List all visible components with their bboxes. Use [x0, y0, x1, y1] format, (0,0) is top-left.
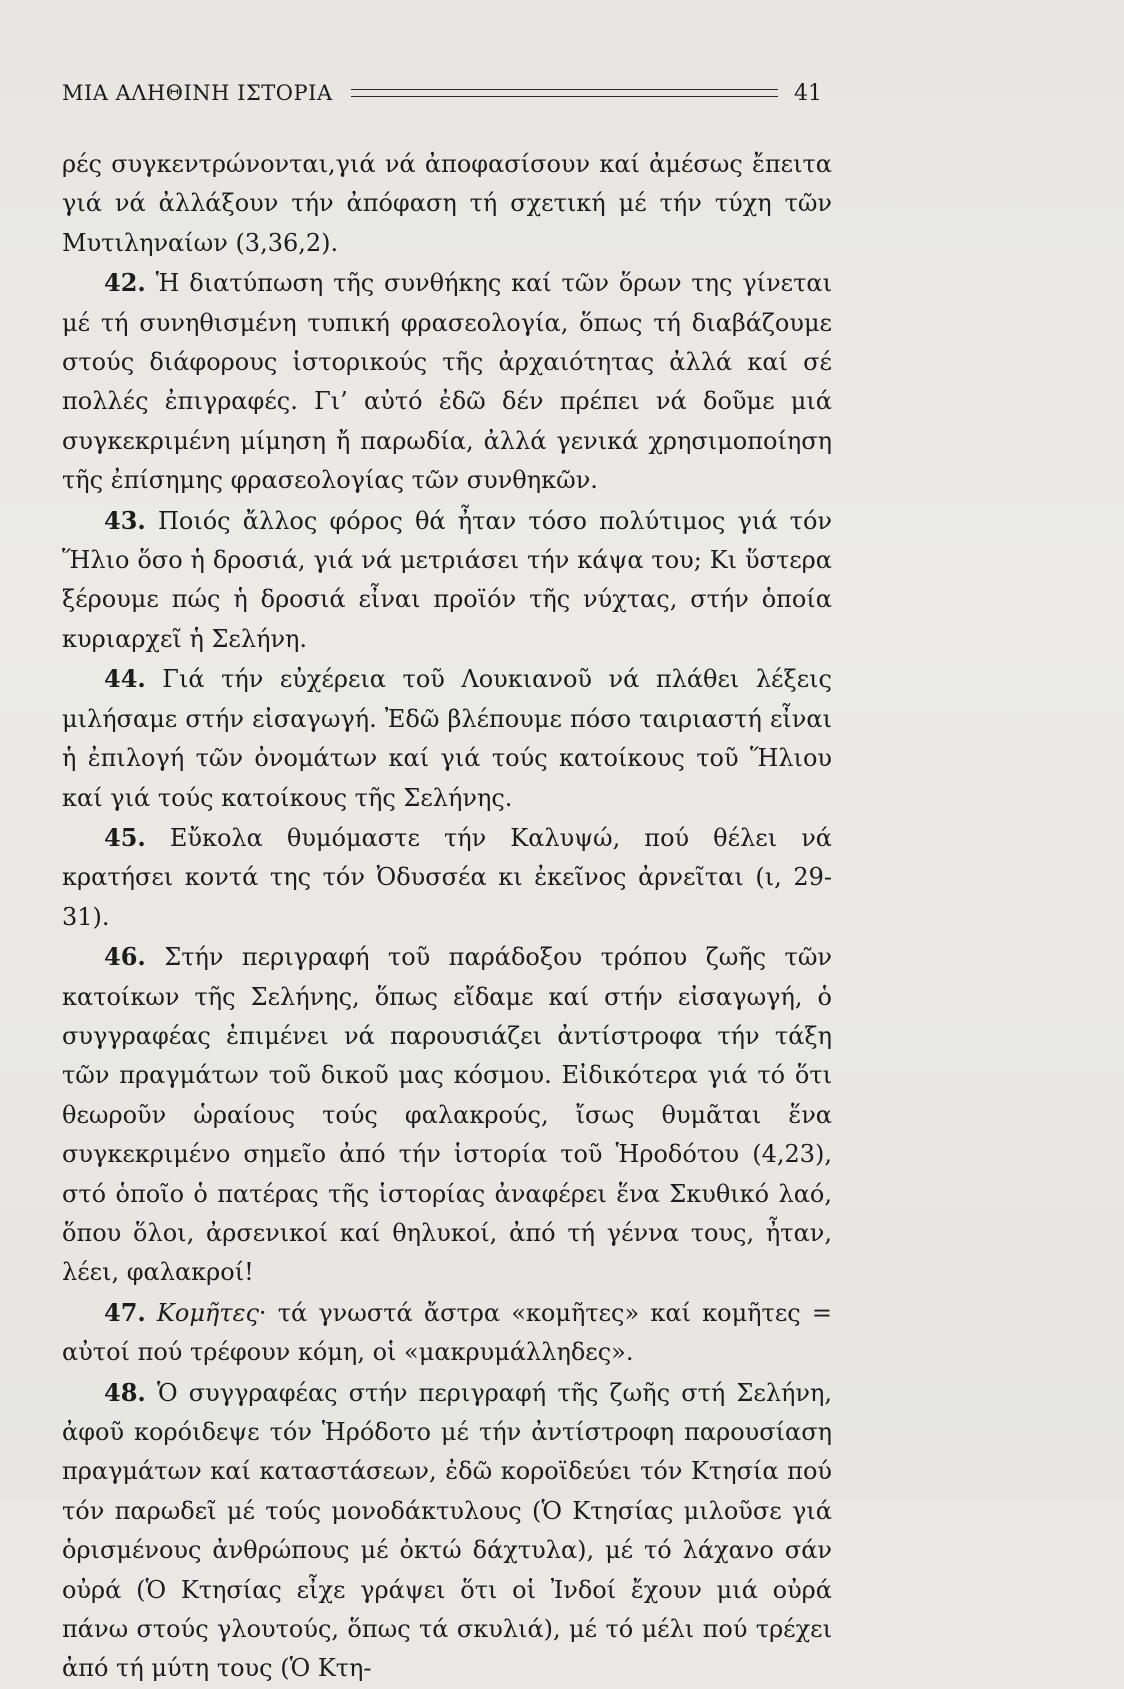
note-43	[62, 501, 832, 660]
note-47	[62, 1293, 832, 1373]
note-text: Ἡ διατύπωση τῆς συνθήκης καί τῶν ὅρων της γίνεται μέ τή συνηθισμένη τυπική φρασεολογία, ὅπως τή διαβάζουμε στούς διάφορους ἱστορικούς τῆς ἀρχαιότητας ἀλλά καί σέ πολλές ἐπιγραφές. Γι’ αὐτό ἐδῶ δέν πρέπει νά δοῦμε μιά συγκεκριμένη μίμηση ἤ παρωδία, ἀλλά γενικά χρησιμοποίηση τῆς ἐπίσημης φρασεολογίας τῶν συνθηκῶν.	[62, 269, 832, 495]
notes-body	[62, 145, 832, 1689]
running-title: ΜΙΑ ΑΛΗΘΙΝΗ ΙΣΤΟΡΙΑ	[62, 81, 333, 105]
note-text: ρές συγκεντρώνονται,γιά νά ἀποφασίσουν καί ἀμέσως ἔπειτα γιά νά ἀλλάξουν τήν ἀπόφαση τή σχετική μέ τήν τύχη τῶν Μυτιληναίων (3,36,2).	[62, 150, 832, 257]
note-44	[62, 659, 832, 818]
note-46	[62, 937, 832, 1293]
note-text: Εὔκολα θυμόμαστε τήν Καλυψώ, πού θέλει νά κρατήσει κοντά της τόν Ὀδυσσέα κι ἐκεῖνος ἀρνεῖται (ι, 29-31).	[62, 823, 832, 931]
note-term: Κομῆτες	[145, 1298, 259, 1327]
note-text: Γιά τήν εὐχέρεια τοῦ Λουκιανοῦ νά πλάθει λέξεις μιλήσαμε στήν εἰσαγωγή. Ἐδῶ βλέπουμε πόσο ταιριαστή εἶναι ἡ ἐπιλογή τῶν ὀνομάτων καί γιά τούς κατοίκους τοῦ Ἥλιου καί γιά τούς κατοίκους τῆς Σελήνης.	[62, 665, 832, 812]
note-48	[62, 1373, 832, 1689]
note-number: 43.	[104, 505, 146, 535]
note-42	[62, 263, 832, 500]
note-text: · τά γνωστά ἄστρα «κομῆτες» καί κομῆτες = αὐτοί πού τρέφουν κόμη, οἱ «μακρυμάλληδες».	[62, 1298, 832, 1367]
note-number: 42.	[104, 268, 146, 298]
note-45	[62, 818, 832, 937]
note-number: 46.	[104, 942, 146, 972]
note-text: Στήν περιγραφή τοῦ παράδοξου τρόπου ζωῆς τῶν κατοίκων τῆς Σελήνης, ὅπως εἴδαμε καί στήν εἰσαγωγή, ὁ συγγραφέας ἐπιμένει νά παρουσιάζει ἀντίστροφα τήν τάξη τῶν πραγμάτων τοῦ δικοῦ μας κόσμου. Εἰδικότερα γιά τό ὅτι θεωροῦν ὡραίους τούς φαλακρούς, ἴσως θυμᾶται ἕνα συγκεκριμένο σημεῖο ἀπό τήν ἱστορία τοῦ Ἡροδότου (4,23), στό ὁποῖο ὁ πατέρας τῆς ἱστορίας ἀναφέρει ἕνα Σκυθικό λαό, ὅπου ὅλοι, ἀρσενικοί καί θηλυκοί, ἀπό τή γέννα τους, ἦταν, λέει, φαλακροί!	[62, 943, 832, 1287]
note-text: Ποιός ἄλλος φόρος θά ἦταν τόσο πολύτιμος γιά τόν Ἥλιο ὅσο ἡ δροσιά, γιά νά μετριάσει τήν κάψα του; Κι ὕστερα ξέρουμε πώς ἡ δροσιά εἶναι προϊόν τῆς νύχτας, στήν ὁποία κυριαρχεῖ ἡ Σελήνη.	[62, 506, 832, 653]
note-text: Ὁ συγγραφέας στήν περιγραφή τῆς ζωῆς στή Σελήνη, ἀφοῦ κορόιδεψε τόν Ἡρόδοτο μέ τήν ἀντίστροφη παρουσίαση πραγμάτων καί καταστάσεων, ἐδῶ κοροϊδεύει τόν Κτησία πού τόν παρωδεῖ μέ τούς μονοδάκτυλους (Ὁ Κτησίας μιλοῦσε γιά ὁρισμένους ἀνθρώπους μέ ὀκτώ δάχτυλα), μέ τό λάχανο σάν οὐρά (Ὁ Κτησίας εἶχε γράψει ὅτι οἱ Ἰνδοί ἔχουν μιά οὐρά πάνω στούς γλουτούς, ὅπως τά σκυλιά), μέ τό μέλι πού τρέχει ἀπό τή μύτη τους (Ὁ Κτη-	[62, 1378, 832, 1683]
note-continuation	[62, 145, 832, 263]
header-rule	[351, 89, 778, 97]
note-number: 45.	[104, 822, 146, 852]
note-number: 47.	[104, 1297, 146, 1327]
running-header	[62, 78, 822, 108]
note-number: 48.	[104, 1377, 146, 1407]
note-number: 44.	[104, 664, 146, 694]
page-number: 41	[794, 80, 822, 106]
